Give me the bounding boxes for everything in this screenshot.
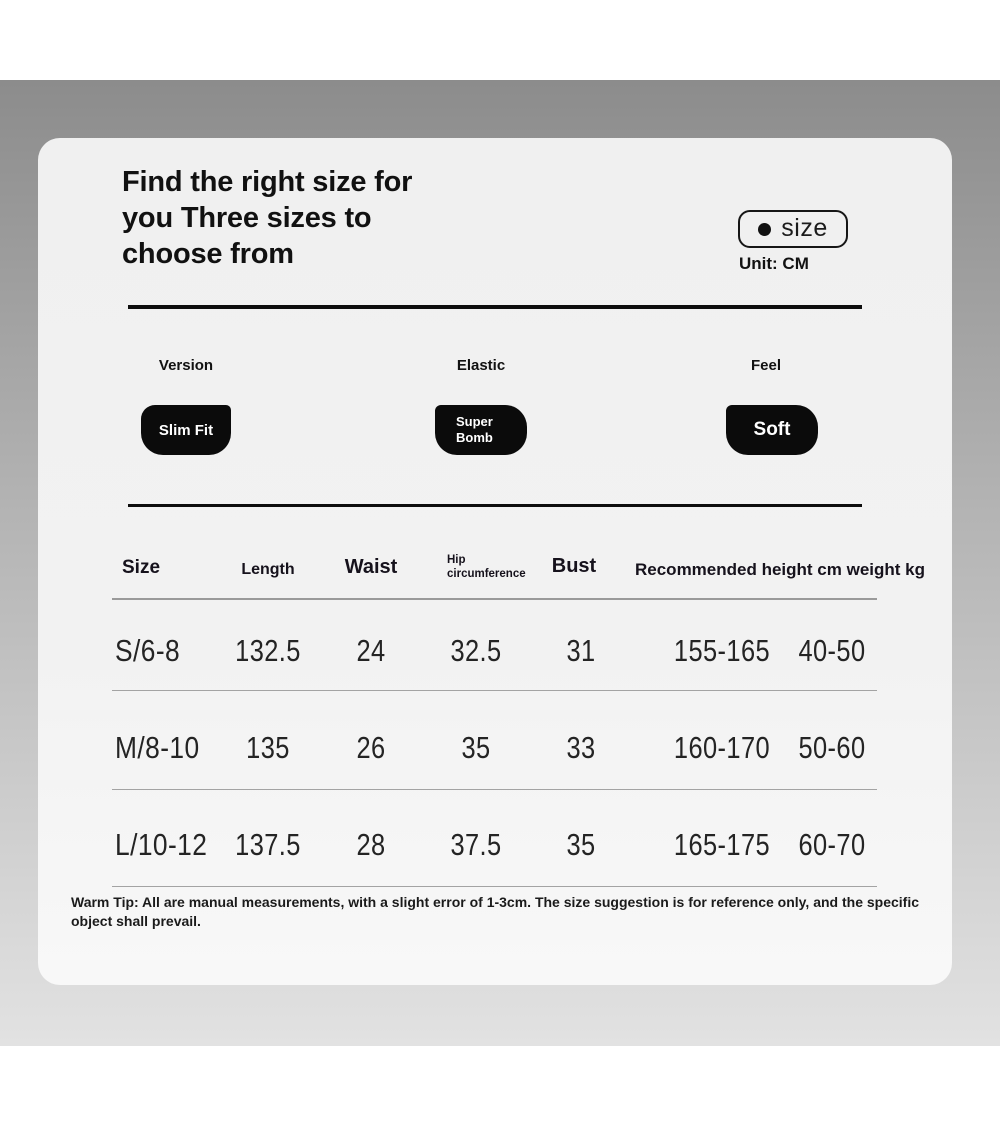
- cell-bust: 31: [566, 633, 596, 668]
- cell-hip: 37.5: [450, 827, 502, 862]
- column-header-waist: Waist: [344, 556, 398, 578]
- row-separator: [112, 789, 877, 790]
- cell-weight: 50-60: [798, 730, 866, 765]
- row-separator: [112, 886, 877, 887]
- cell-bust: 33: [566, 730, 596, 765]
- table-row: [38, 635, 952, 667]
- page-title: [122, 164, 412, 272]
- column-header-size: Size: [122, 557, 161, 578]
- column-header-length: Length: [241, 561, 295, 578]
- cell-size: M/8-10: [115, 730, 200, 765]
- attribute-label-elastic: Elastic: [456, 357, 506, 374]
- bullet-dot-icon: [758, 223, 771, 236]
- table-header-underline: [112, 598, 877, 600]
- cell-size: S/6-8: [115, 633, 181, 668]
- cell-height: 160-170: [673, 730, 771, 765]
- row-separator: [112, 690, 877, 691]
- cell-length: 137.5: [235, 827, 301, 862]
- hip-header-line-2: circumference: [447, 568, 526, 580]
- attribute-value-pill-elastic: Super Bomb: [435, 405, 527, 455]
- attribute-label-feel: Feel: [750, 357, 782, 374]
- size-badge-label: size: [781, 213, 828, 242]
- cell-waist: 28: [356, 827, 386, 862]
- cell-weight: 60-70: [798, 827, 866, 862]
- cell-length: 135: [246, 730, 290, 765]
- cell-waist: 24: [356, 633, 386, 668]
- divider-top: [128, 305, 862, 309]
- cell-height: 155-165: [673, 633, 771, 668]
- attribute-label-version: Version: [158, 357, 214, 374]
- table-row: [38, 829, 952, 861]
- cell-length: 132.5: [235, 633, 301, 668]
- attribute-value-pill-feel: Soft: [726, 405, 818, 455]
- hip-header-line-1: Hip: [447, 554, 466, 566]
- cell-hip: 32.5: [450, 633, 502, 668]
- column-header-hip-circumference: [447, 553, 526, 581]
- cell-waist: 26: [356, 730, 386, 765]
- cell-weight: 40-50: [798, 633, 866, 668]
- cell-size: L/10-12: [115, 827, 208, 862]
- title-line-2: you Three sizes to: [122, 202, 372, 234]
- size-chart-card: [38, 138, 952, 985]
- unit-label: Unit: CM: [739, 254, 809, 273]
- cell-hip: 35: [461, 730, 491, 765]
- size-badge: [738, 210, 848, 248]
- column-header-recommended: Recommended height cm weight kg: [635, 560, 925, 579]
- cell-height: 165-175: [673, 827, 771, 862]
- attribute-value-pill-version: Slim Fit: [141, 405, 231, 455]
- title-line-3: choose from: [122, 238, 294, 270]
- cell-bust: 35: [566, 827, 596, 862]
- warm-tip-text: Warm Tip: All are manual measurements, with a slight error of 1-3cm. The size suggestion is for reference only, and the specific object shall prevail.: [71, 894, 920, 929]
- table-row: [38, 732, 952, 764]
- column-header-bust: Bust: [551, 555, 597, 577]
- title-line-1: Find the right size for: [122, 166, 413, 198]
- divider-middle: [128, 504, 862, 507]
